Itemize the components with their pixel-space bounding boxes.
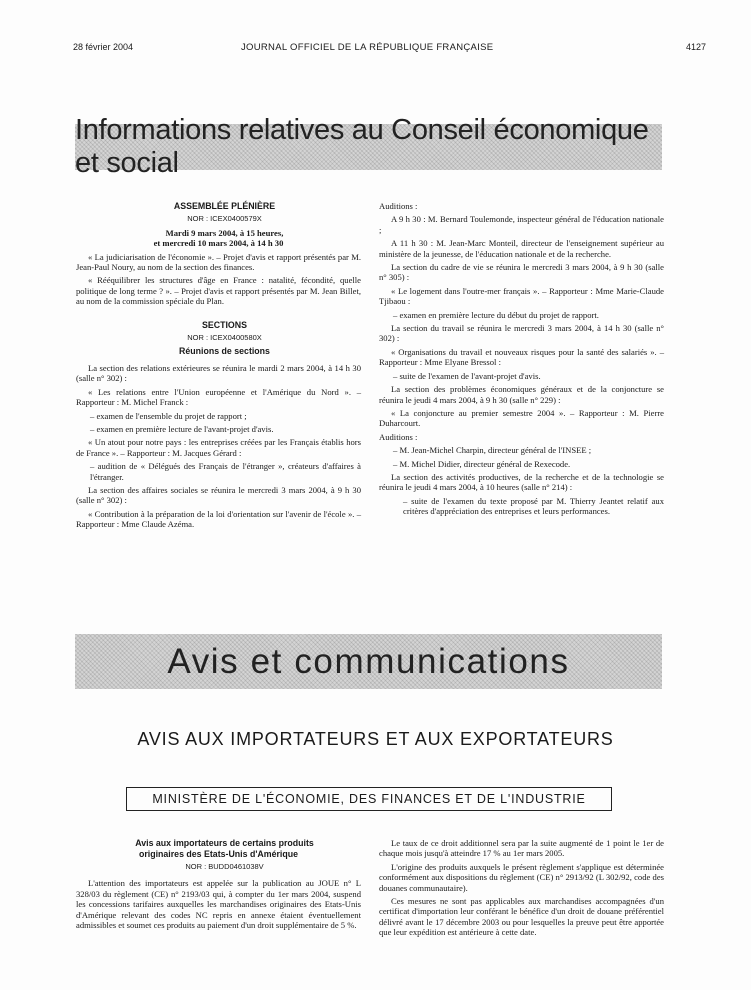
assemblee-dates bbox=[76, 228, 361, 249]
banner-conseil-text: Informations relatives au Conseil économique et social bbox=[75, 114, 649, 179]
left-column bbox=[76, 201, 361, 533]
relations-exterieures-item-2: « Un atout pour notre pays : les entreprises créées par les Français établis hors de France ». – Rapporteur : M. Jacques Gérard : bbox=[76, 437, 361, 458]
sections-nor: NOR : ICEX0400580X bbox=[187, 333, 262, 343]
activites-productives-dash-1: – suite de l'examen du texte proposé par M. Thierry Jeantet relatif aux critères d'appréciation des entreprises et leurs performances. bbox=[403, 495, 664, 517]
problemes-economiques-item-1: « La conjoncture au premier semestre 2004 ». – Rapporteur : M. Pierre Duharcourt. bbox=[379, 407, 664, 429]
relations-exterieures-dash-2: – examen en première lecture de l'avant-projet d'avis. bbox=[90, 423, 274, 434]
relations-exterieures-item-1: « Les relations entre l'Union européenne et l'Amérique du Nord ». – Rapporteur : M. Michel Franck : bbox=[76, 386, 361, 408]
dates-line2: et mercredi 10 mars 2004, à 14 h 30 bbox=[153, 238, 284, 249]
right-column bbox=[379, 201, 664, 520]
reunions-title: Réunions de sections bbox=[179, 346, 270, 357]
notice-paragraph-4: Ces mesures ne sont pas applicables aux marchandises accompagnées d'un certificat d'importation leur conférant le bénéfice d'un droit de douane préférentiel délivré avant le 17 décembre 2003 ou pour lesquelles la preuve peut être apportée que leur expédition est antérieure à cette date. bbox=[379, 896, 664, 938]
travail-intro: La section du travail se réunira le mercredi 3 mars 2004, à 14 h 30 (salle n° 302) : bbox=[379, 323, 664, 344]
notice-paragraph-1: L'attention des importateurs est appelée sur la publication au JOUE n° L 328/03 du règlement (CE) n° 2193/03 qui, à compter du 1er mars 2004, suspend les concessions tarifaires auxquelles les marchandises originaires des Etats-Unis d'Amérique relevant des codes NC repris en annexe étaient éventuellement admissibles et soumet ces produits au paiement d'un droit supplémentaire de 5 %. bbox=[76, 878, 361, 931]
travail-item-1: « Organisations du travail et nouveaux risques pour la santé des salariés ». – Rapporteur : Mme Elyane Bressol : bbox=[379, 346, 664, 368]
auditions-label-1: Auditions : bbox=[379, 201, 418, 211]
affaires-sociales-item-1: « Contribution à la préparation de la loi d'orientation sur l'avenir de l'école ». – Rapporteur : Mme Claude Azéma. bbox=[76, 508, 361, 530]
page-number: 4127 bbox=[685, 42, 706, 52]
cadre-de-vie-dash-1: – examen en première lecture du début du projet de rapport. bbox=[393, 309, 599, 320]
notice-paragraph-3: L'origine des produits auxquels le présent règlement s'applique est déterminée conformément aux dispositions du règlement (CE) n° 2913/92 (L 302/92, code des douanes communautaire). bbox=[379, 861, 664, 893]
audition-1: A 9 h 30 : M. Bernard Toulemonde, inspecteur général de l'éducation nationale ; bbox=[379, 214, 664, 235]
banner-avis-text: Avis et communications bbox=[167, 641, 570, 681]
avis-importateurs-title: AVIS AUX IMPORTATEURS ET AUX EXPORTATEURS bbox=[137, 729, 614, 749]
assemblee-item-2: « Rééquilibrer les structures d'âge en France : natalité, fécondité, quelle politique de long terme ? ». – Projet d'avis et rapport présentés par M. Jean Billet, au nom de la commission spéciale du Plan. bbox=[76, 275, 361, 307]
assemblee-nor: NOR : ICEX0400579X bbox=[187, 214, 262, 224]
notice-title-line1: Avis aux importateurs de certains produits bbox=[135, 838, 314, 848]
sections-title: SECTIONS bbox=[202, 319, 247, 330]
cadre-de-vie-item-1: « Le logement dans l'outre-mer français ». – Rapporteur : Mme Marie-Claude Tjibaou : bbox=[379, 285, 664, 307]
notice-title bbox=[76, 838, 361, 859]
assemblee-title: ASSEMBLÉE PLÉNIÈRE bbox=[173, 201, 276, 211]
banner-avis-communications bbox=[75, 634, 662, 689]
journal-title: JOURNAL OFFICIEL DE LA RÉPUBLIQUE FRANÇAISE bbox=[241, 42, 494, 53]
audition-3: – M. Jean-Michel Charpin, directeur général de l'INSEE ; bbox=[393, 445, 592, 456]
notice-title-line2: originaires des Etats-Unis d'Amérique bbox=[138, 848, 298, 859]
header-date: 28 février 2004 bbox=[73, 42, 134, 52]
notice-paragraph-2: Le taux de ce droit additionnel sera par la suite augmenté de 1 point le 1er de chaque mois jusqu'à atteindre 17 % au 1er mars 2005. bbox=[379, 838, 664, 859]
activites-productives-intro: La section des activités productives, de la recherche et de la technologie se réunira le jeudi 4 mars 2004, à 10 heures (salle n° 214) : bbox=[379, 471, 664, 493]
bottom-right-column bbox=[379, 838, 664, 941]
notice-nor: NOR : BUDD0461038V bbox=[185, 862, 264, 871]
bottom-left-column bbox=[76, 838, 361, 933]
affaires-sociales-intro: La section des affaires sociales se réunira le mercredi 3 mars 2004, à 9 h 30 (salle n° 302) : bbox=[76, 484, 361, 506]
audition-2: A 11 h 30 : M. Jean-Marc Monteil, directeur de l'enseignement supérieur au ministère de la jeunesse, de l'éducation nationale et de la recherche. bbox=[379, 238, 664, 259]
ministry-box bbox=[126, 787, 612, 811]
audition-4: – M. Michel Didier, directeur général de Rexecode. bbox=[393, 458, 571, 469]
relations-exterieures-intro: La section des relations extérieures se réunira le mardi 2 mars 2004, à 14 h 30 (salle n° 302) : bbox=[76, 362, 361, 384]
relations-exterieures-dash-1: – examen de l'ensemble du projet de rapport ; bbox=[90, 410, 247, 421]
cadre-de-vie-intro: La section du cadre de vie se réunira le mercredi 3 mars 2004, à 9 h 30 (salle n° 305) : bbox=[379, 262, 664, 283]
relations-exterieures-dash-3: – audition de « Délégués des Français de l'étranger », créateurs d'affaires à l'étranger. bbox=[90, 461, 361, 482]
problemes-economiques-intro: La section des problèmes économiques généraux et de la conjoncture se réunira le jeudi 4 mars 2004, à 9 h 30 (salle n° 229) : bbox=[379, 384, 664, 405]
travail-dash-1: – suite de l'examen de l'avant-projet d'avis. bbox=[393, 370, 541, 381]
dates-line1: Mardi 9 mars 2004, à 15 heures, bbox=[165, 227, 284, 238]
assemblee-item-1: « La judiciarisation de l'économie ». – Projet d'avis et rapport présentés par M. Jean-Paul Noury, au nom de la section des finances. bbox=[76, 251, 361, 273]
ministry-name: MINISTÈRE DE L'ÉCONOMIE, DES FINANCES ET DE L'INDUSTRIE bbox=[152, 792, 586, 806]
page-header bbox=[73, 42, 706, 56]
auditions-label-2: Auditions : bbox=[379, 431, 418, 442]
banner-conseil-economique bbox=[75, 114, 662, 179]
